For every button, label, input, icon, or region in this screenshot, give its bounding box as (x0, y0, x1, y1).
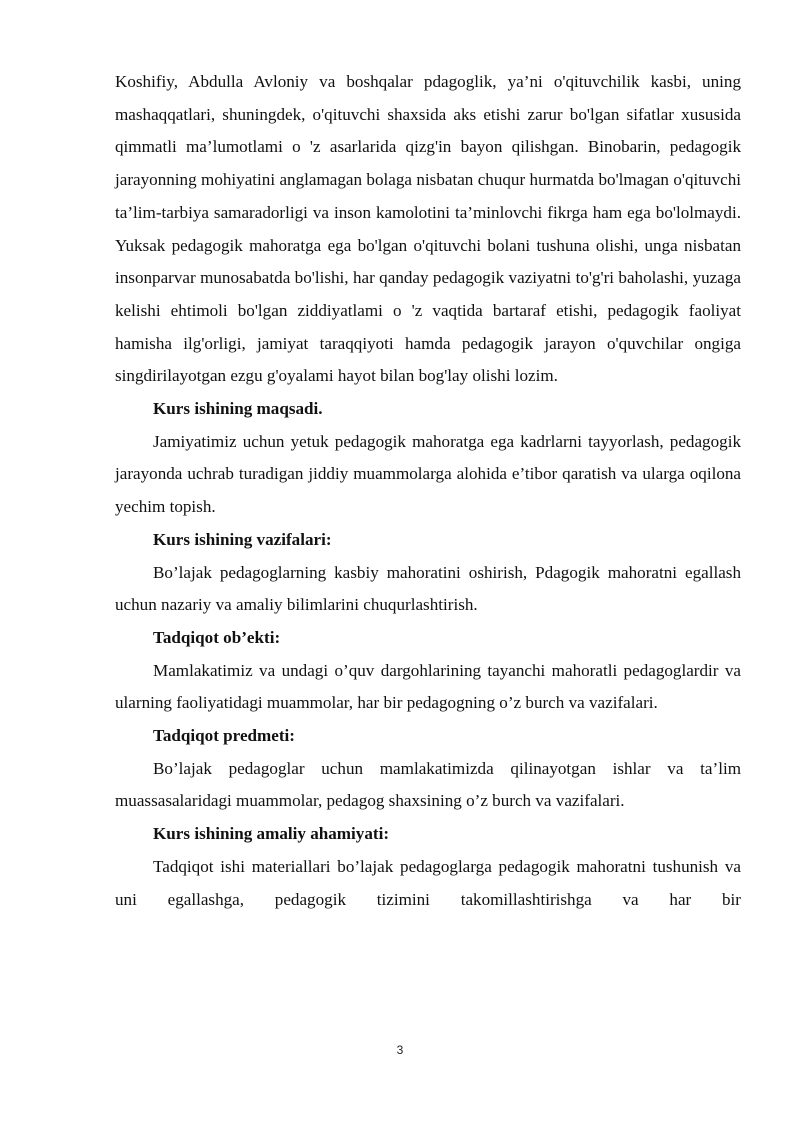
section-body-object: Mamlakatimiz va undagi o’quv dargohlarining tayanchi mahoratli pedagoglardir va ularning faoliyatidagi muammolar, har bir pedagogning o’z burch va vazifalari. (115, 660, 741, 713)
section-heading-tasks: Kurs ishining vazifalari: (153, 529, 332, 549)
section-heading-object: Tadqiqot ob’ekti: (153, 627, 281, 647)
section-heading-significance: Kurs ishining amaliy ahamiyati: (153, 824, 390, 844)
section-heading-goal: Kurs ishining maqsadi. (153, 399, 323, 419)
page-body (115, 66, 741, 916)
section-body-goal: Jamiyatimiz uchun yetuk pedagogik mahoratga ega kadrlarni tayyorlash, pedagogik jarayonda uchrab turadigan jiddiy muammolarga alohida e’tibor qaratish va ularga oqilona yechim topish. (115, 431, 741, 517)
section-body-subject: Bo’lajak pedagoglar uchun mamlakatimizda qilinayotgan ishlar va ta’lim muassasalaridagi muammolar, pedagog shaxsining o’z burch va vazifalari. (115, 758, 741, 811)
section-heading-subject: Tadqiqot predmeti: (153, 726, 295, 746)
intro-paragraph: Koshifiy, Abdulla Avloniy va boshqalar pdagoglik, ya’ni o'qituvchilik kasbi, uning mashaqqatlari, shuningdek, o'qituvchi shaxsida aks etishi zarur bo'lgan sifatlar xususida qimmatli ma’lumotlami o 'z asarlarida qizg'in bayon qilishgan. Binobarin, pedagogik jarayonning mohiyatini anglamagan bolaga nisbatan chuqur hurmatda bo'lmagan o'qituvchi ta’lim-tarbiya samaradorligi va inson kamolotini ta’minlovchi fikrga ham ega bo'lolmaydi. Yuksak pedagogik mahoratga ega bo'lgan o'qituvchi bolani tushuna olishi, unga nisbatan insonparvar munosabatda bo'lishi, har qanday pedagogik vaziyatni to'g'ri baholashi, yuzaga kelishi ehtimoli bo'lgan ziddiyatlami o 'z vaqtida bartaraf etishi, pedagogik faoliyat hamisha ilg'orligi, jamiyat taraqqiyoti hamda pedagogik jarayon o'quvchilar ongiga singdirilayotgan ezgu g'oyalami hayot bilan bog'lay olishi lozim. (115, 72, 741, 386)
page-number: 3 (396, 1043, 404, 1057)
section-body-tasks: Bo’lajak pedagoglarning kasbiy mahoratini oshirish, Pdagogik mahoratni egallash uchun nazariy va amaliy bilimlarini chuqurlashtirish. (115, 562, 741, 615)
section-body-significance: Tadqiqot ishi materiallari bo’lajak pedagoglarga pedagogik mahoratni tushunish va uni egallashga, pedagogik tizimini takomillashtirishga va har bir (115, 856, 741, 909)
